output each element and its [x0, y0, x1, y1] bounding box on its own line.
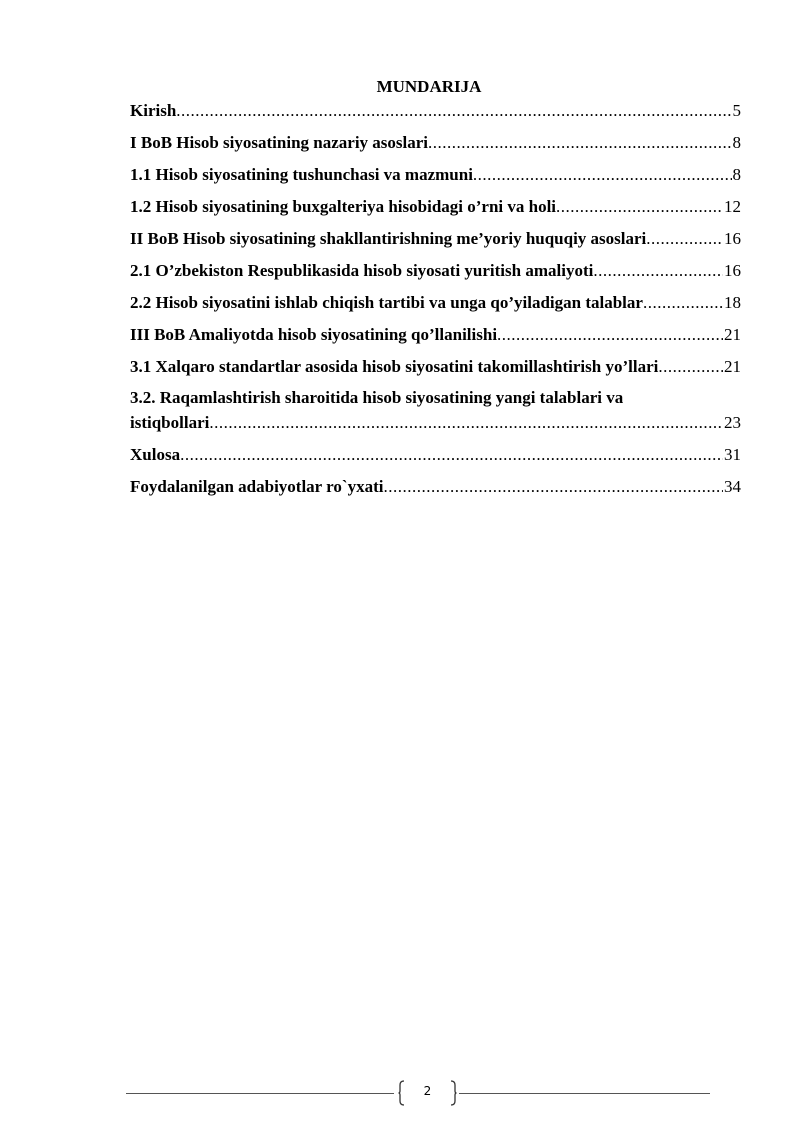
toc-entry-page: 8	[732, 133, 741, 152]
toc-entry-page: 31	[724, 445, 741, 464]
toc-entry-label: Kirish	[130, 101, 177, 120]
toc-leader-dots	[428, 133, 731, 153]
toc-leader-dots	[383, 477, 723, 497]
right-bracket-icon	[449, 1080, 457, 1106]
toc-entry-label: Foydalanilgan adabiyotlar ro`yxati	[130, 477, 384, 496]
toc-entry-label-continued: istiqbollari	[130, 413, 210, 432]
page-title: MUNDARIJA	[376, 77, 482, 96]
toc-entry-label: 3.2. Raqamlashtirish sharoitida hisob siyosatining yangi talablari va	[130, 388, 624, 407]
toc-entry-page: 12	[724, 197, 741, 216]
page-number: 2	[423, 1084, 432, 1098]
toc-entry-page: 23	[724, 413, 741, 432]
toc-leader-dots	[593, 261, 723, 281]
toc-entry-section-1-2[interactable]	[130, 197, 741, 217]
toc-entry-label: I BoB Hisob siyosatining nazariy asoslari	[130, 133, 429, 152]
toc-leader-dots	[497, 325, 723, 345]
toc-entry-page: 8	[732, 165, 741, 184]
toc-entry-label: 3.1 Xalqaro standartlar asosida hisob siyosatini takomillashtirish yo’llari	[130, 357, 659, 376]
toc-entry-section-2-1[interactable]	[130, 261, 741, 281]
toc-entry-kirish[interactable]	[130, 101, 741, 121]
table-of-contents	[130, 101, 741, 497]
toc-entry-label: Xulosa	[130, 445, 181, 464]
toc-entry-chapter-1[interactable]	[130, 133, 741, 153]
page-footer	[126, 1080, 710, 1108]
toc-leader-dots	[658, 357, 723, 377]
toc-leader-dots	[556, 197, 723, 217]
toc-leader-dots	[180, 445, 723, 465]
toc-leader-dots	[176, 101, 731, 121]
toc-entry-page: 16	[724, 261, 741, 280]
toc-entry-page: 21	[724, 325, 741, 344]
toc-entry-label: 2.2 Hisob siyosatini ishlab chiqish tartibi va unga qo’yiladigan talablar	[130, 293, 643, 312]
toc-leader-dots	[643, 293, 723, 313]
toc-entry-section-3-1[interactable]	[130, 357, 741, 377]
toc-entry-page: 34	[724, 477, 741, 496]
toc-entry-xulosa[interactable]	[130, 445, 741, 465]
toc-entry-page: 5	[732, 101, 741, 120]
footer-rule-left	[126, 1093, 394, 1094]
toc-entry-section-3-2[interactable]	[130, 388, 741, 433]
toc-leader-dots	[473, 165, 732, 185]
toc-entry-label: II BoB Hisob siyosatining shakllantirishning me’yoriy huquqiy asoslari	[130, 229, 647, 248]
toc-entry-label: III BoB Amaliyotda hisob siyosatining qo’llanilishi	[130, 325, 498, 344]
footer-rule-right	[459, 1093, 710, 1094]
toc-entry-bibliography[interactable]	[130, 477, 741, 497]
toc-entry-section-2-2[interactable]	[130, 293, 741, 313]
toc-entry-chapter-3[interactable]	[130, 325, 741, 345]
toc-entry-label: 1.1 Hisob siyosatining tushunchasi va mazmuni	[130, 165, 473, 184]
toc-leader-dots	[209, 413, 723, 433]
toc-entry-section-1-1[interactable]	[130, 165, 741, 185]
toc-entry-label: 2.1 O’zbekiston Respublikasida hisob siyosati yuritish amaliyoti	[130, 261, 594, 280]
toc-entry-page: 18	[724, 293, 741, 312]
toc-entry-page: 21	[724, 357, 741, 376]
left-bracket-icon	[398, 1080, 406, 1106]
toc-leader-dots	[646, 229, 723, 249]
toc-entry-page: 16	[724, 229, 741, 248]
toc-entry-label: 1.2 Hisob siyosatining buxgalteriya hisobidagi o’rni va holi	[130, 197, 557, 216]
toc-entry-chapter-2[interactable]	[130, 229, 741, 249]
